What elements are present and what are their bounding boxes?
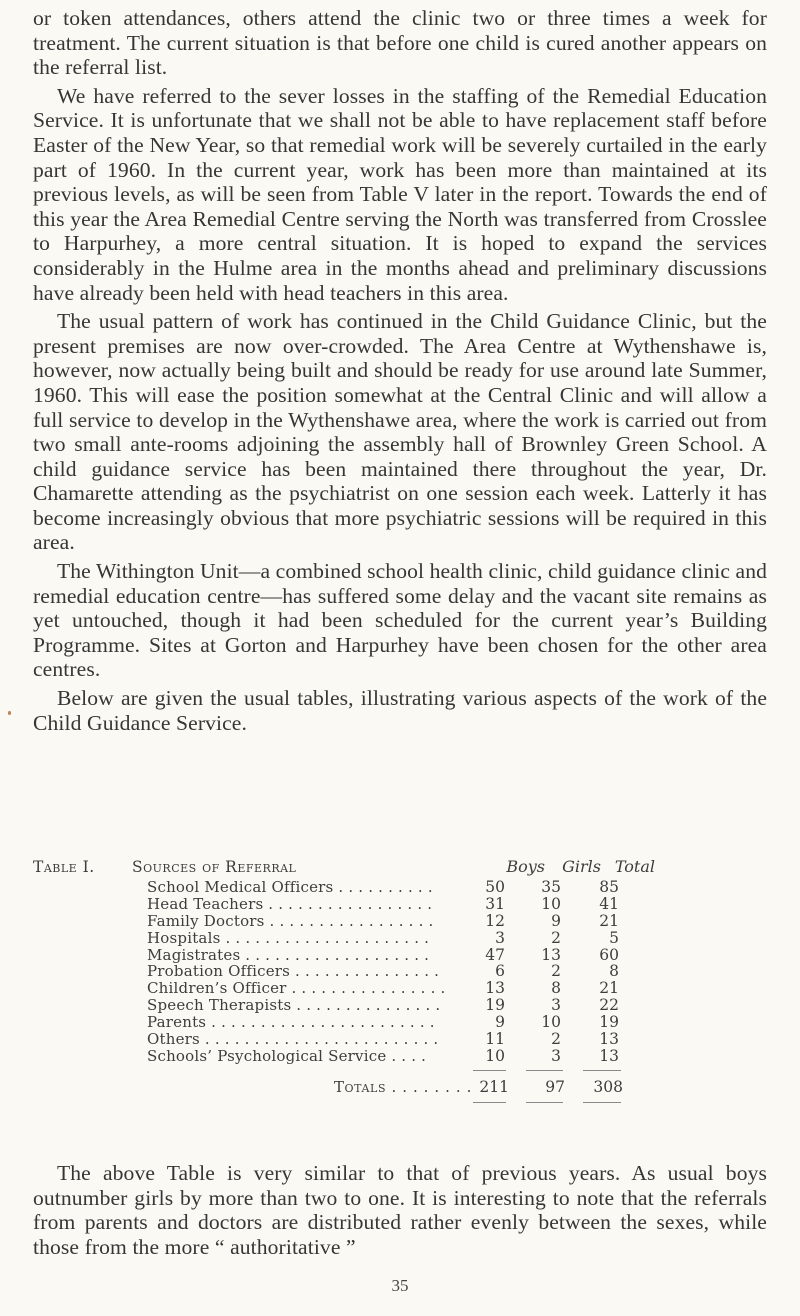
- cell-girls: 8: [551, 979, 561, 998]
- cell-girls: 10: [541, 894, 561, 913]
- totals-row: [33, 1077, 767, 1097]
- table-row: [33, 1048, 767, 1065]
- table-row: [33, 913, 767, 930]
- closing-text: [33, 1161, 767, 1259]
- cell-boys: 11: [485, 1030, 505, 1049]
- cell-total: 85: [599, 878, 619, 896]
- cell-girls: 3: [551, 996, 561, 1015]
- cell-boys: 3: [495, 928, 505, 947]
- cell-total: 5: [609, 928, 619, 947]
- cell-girls: 10: [541, 1013, 561, 1032]
- row-label: Speech Therapists . . . . . . . . . . . . . . .: [147, 997, 441, 1015]
- table-row: [33, 879, 767, 896]
- cell-boys: 12: [485, 911, 505, 930]
- row-label: School Medical Officers . . . . . . . . . .: [147, 879, 433, 896]
- column-header-girls: Girls: [562, 857, 601, 876]
- cell-girls: 35: [541, 878, 561, 896]
- cell-boys: 6: [495, 962, 505, 981]
- row-label: Children’s Officer . . . . . . . . . . . . . . . .: [147, 980, 446, 998]
- totals-label: Totals . . . . . . . .: [333, 1077, 472, 1096]
- rule-girls: [526, 1070, 563, 1071]
- table-row: [33, 1014, 767, 1031]
- paragraph-remedial-education: We have referred to the sever losses in the staffing of the Remedial Education Service. It is unfortunate that we shall not be able to have replacement staff before Easter of the New Year, so that remedial work will be severely curtailed in the early part of 1960. In the current year, work has been more than maintained at its previous levels, as will be seen from Table V later in the report. Towards the end of this year the Area Remedial Centre serving the North was transferred from Crosslee to Harpurhey, a more central situation. It is hoped to expand the services considerably in the Hulme area in the months ahead and preliminary discussions have already been held with head teachers in this area.: [33, 83, 767, 305]
- row-label: Schools’ Psychological Service . . . .: [147, 1047, 427, 1065]
- table-row: [33, 896, 767, 913]
- rule-boys: [473, 1070, 506, 1071]
- totals-total: 308: [593, 1077, 623, 1096]
- paragraph-token-attendances: or token attendances, others attend the clinic two or three times a week for treatment. The current situation is that before one child is cured another appears on the referral list.: [33, 6, 767, 80]
- column-header-boys: Boys: [506, 857, 545, 876]
- cell-boys: 13: [485, 979, 505, 998]
- cell-boys: 9: [495, 1013, 505, 1032]
- cell-boys: 47: [485, 945, 505, 964]
- cell-boys: 50: [485, 878, 505, 896]
- cell-girls: 3: [551, 1046, 561, 1065]
- cell-total: 22: [599, 996, 619, 1015]
- table-row: [33, 980, 767, 997]
- table-sources-of-referral: [33, 857, 767, 1109]
- row-label: Head Teachers . . . . . . . . . . . . . . . . .: [147, 895, 433, 913]
- table-title: Sources of Referral: [132, 858, 297, 876]
- cell-girls: 2: [551, 928, 561, 947]
- table-row: [33, 947, 767, 964]
- cell-girls: 13: [541, 945, 561, 964]
- column-header-total: Total: [614, 857, 655, 876]
- totals-rule-top: [33, 1065, 767, 1077]
- cell-total: 41: [599, 894, 619, 913]
- paragraph-child-guidance-clinic: The usual pattern of work has continued in the Child Guidance Clinic, but the present premises are now over-crowded. The Area Centre at Wythenshawe is, however, now actually being built and should be ready for use around late Summer, 1960. This will ease the position somewhat at the Central Clinic and will allow a full service to develop in the Wythenshawe area, where the work is carried out from two small ante-rooms adjoining the assembly hall of Brownley Green School. A child guidance service has been maintained there throughout the year, Dr. Chamarette attending as the psychiatrist on one session each week. Latterly it has become increasingly obvious that more psychiatric sessions will be required in this area.: [33, 309, 767, 555]
- table-row: [33, 1031, 767, 1048]
- page-number: 35: [391, 1276, 409, 1295]
- cell-total: 13: [599, 1046, 619, 1065]
- cell-total: 60: [599, 945, 619, 964]
- cell-total: 19: [599, 1013, 619, 1032]
- row-label: Magistrates . . . . . . . . . . . . . . . . . . .: [147, 946, 430, 964]
- cell-girls: 9: [551, 911, 561, 930]
- page-blemish-mark: [8, 711, 11, 715]
- paragraph-table-commentary: The above Table is very similar to that of previous years. As usual boys outnumber girls by more than two to one. It is interesting to note that the referrals from parents and doctors are distributed rather evenly between the sexes, while those from the more “ authoritative ”: [33, 1161, 767, 1259]
- table-row: [33, 963, 767, 980]
- totals-boys: 211: [479, 1077, 509, 1096]
- row-label: Parents . . . . . . . . . . . . . . . . . . . . . . .: [147, 1014, 435, 1032]
- row-label: Probation Officers . . . . . . . . . . . . . . .: [147, 963, 440, 981]
- table-row: [33, 930, 767, 947]
- row-label: Others . . . . . . . . . . . . . . . . . . . . . . . .: [147, 1031, 439, 1048]
- row-label: Hospitals . . . . . . . . . . . . . . . . . . . . .: [147, 929, 430, 947]
- table-header: [33, 857, 767, 879]
- row-label: Family Doctors . . . . . . . . . . . . . . . . .: [147, 912, 434, 930]
- totals-girls: 97: [545, 1077, 565, 1096]
- paragraph-withington-unit: The Withington Unit—a combined school health clinic, child guidance clinic and remedial education centre—has suffered some delay and the vacant site remains as yet untouched, though it had been scheduled for the current year’s Building Programme. Sites at Gorton and Harpurhey have been chosen for the other area centres.: [33, 559, 767, 682]
- totals-rule-bottom: [33, 1097, 767, 1109]
- table-body: [33, 879, 767, 1065]
- cell-total: 21: [599, 911, 619, 930]
- table-number: Table I.: [33, 858, 95, 876]
- table-row: [33, 997, 767, 1014]
- cell-girls: 2: [551, 962, 561, 981]
- cell-total: 8: [609, 962, 619, 981]
- paragraph-tables-intro: Below are given the usual tables, illustrating various aspects of the work of the Child Guidance Service.: [33, 686, 767, 735]
- cell-total: 13: [599, 1030, 619, 1049]
- body-text: [33, 6, 767, 735]
- rule-total: [583, 1070, 621, 1071]
- cell-boys: 10: [485, 1046, 505, 1065]
- cell-girls: 2: [551, 1030, 561, 1049]
- cell-boys: 19: [485, 996, 505, 1015]
- cell-boys: 31: [485, 894, 505, 913]
- cell-total: 21: [599, 979, 619, 998]
